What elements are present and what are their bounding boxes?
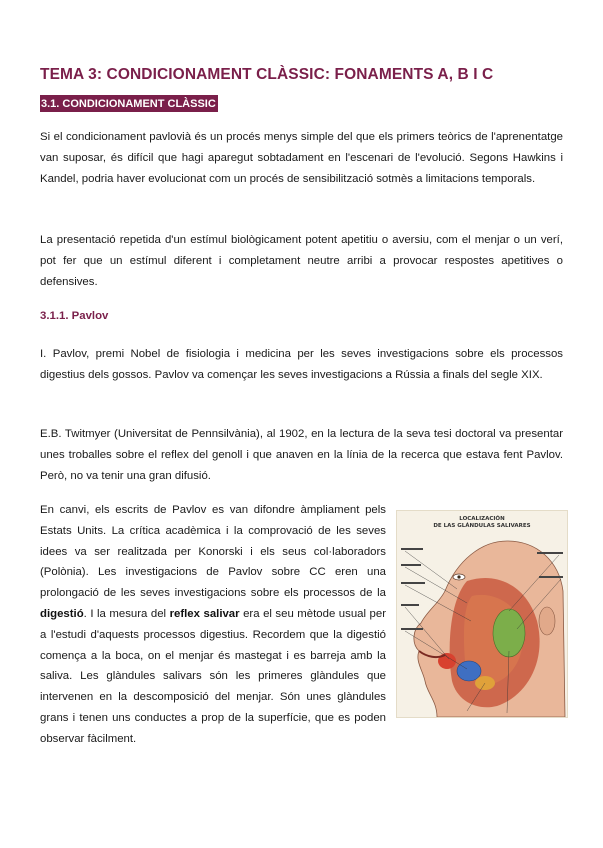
paragraph-3: I. Pavlov, premi Nobel de fisiologia i medicina per les seves investigacions sobre els processos digestius dels gossos. Pavlov va començar les seves investigacions a Rússia a finals del segle XIX. xyxy=(40,348,563,381)
paragraph-1: Si el condicionament pavlovià és un procés menys simple del que els primers teòrics de l'aprenentatge van suposar, és difícil que hagi aparegut sobtadament en l'escenari de l'evolució. Segons Hawkins i Kandel, podria haver evolucionat com un procés de sensibilització sotmès a limitacions temporals. xyxy=(40,131,563,185)
salivary-glands-illustration xyxy=(396,510,568,718)
page-title: TEMA 3: CONDICIONAMENT CLÀSSIC: FONAMENTS A, B I C xyxy=(40,66,494,83)
figure-caption-line-1: LOCALIZACIÓN xyxy=(459,516,505,522)
figure-caption-line-2: DE LAS GLÁNDULAS SALIVARES xyxy=(433,523,531,529)
subsection-heading: 3.1.1. Pavlov xyxy=(40,310,109,322)
keyword-reflex-salivar: reflex salivar xyxy=(169,607,240,620)
paragraph-5 xyxy=(40,500,386,750)
paragraph-5-text-b: . I la mesura del xyxy=(83,607,170,620)
anatomy-drawing xyxy=(397,511,567,717)
keyword-digestio: digestió xyxy=(40,607,84,620)
paragraph-5-text-a: En canvi, els escrits de Pavlov es van difondre àmpliament pels Estats Units. La crítica acadèmica i la comprovació de les seves idees va ser realitzada per Konorski i els seus col·laboradors (Polònia). Les investigacions de Pavlov sobre CC eren una prolongació de les seves investigacions sobre els processos de la xyxy=(40,504,386,600)
section-heading: 3.1. CONDICIONAMENT CLÀSSIC xyxy=(40,95,218,112)
paragraph-4: E.B. Twitmyer (Universitat de Pennsilvània), al 1902, en la lectura de la seva tesi doctoral va presentar unes troballes sobre el reflex del genoll i que anaven en la línia de la recerca que estava fent Pavlov. Però, no va tenir una gran difusió. xyxy=(40,428,563,482)
paragraph-2: La presentació repetida d'un estímul biològicament potent apetitiu o aversiu, com el menjar o un verí, pot fer que un estímul diferent i completament neutre arribi a provocar respostes apetitives o defensives. xyxy=(40,234,563,288)
paragraph-5-text-c: era el seu mètode usual per a l'estudi d'aquests processos digestius. Recordem que la digestió comença a la boca, on el menjar és mastegat i es barreja amb la saliva. Les glàndules salivars són les primeres glàndules que intervenen en la descomposició del menjar. Són unes glàndules grans i tenen uns conductes a prop de la superfície, que es poden observar fàcilment. xyxy=(40,607,387,745)
